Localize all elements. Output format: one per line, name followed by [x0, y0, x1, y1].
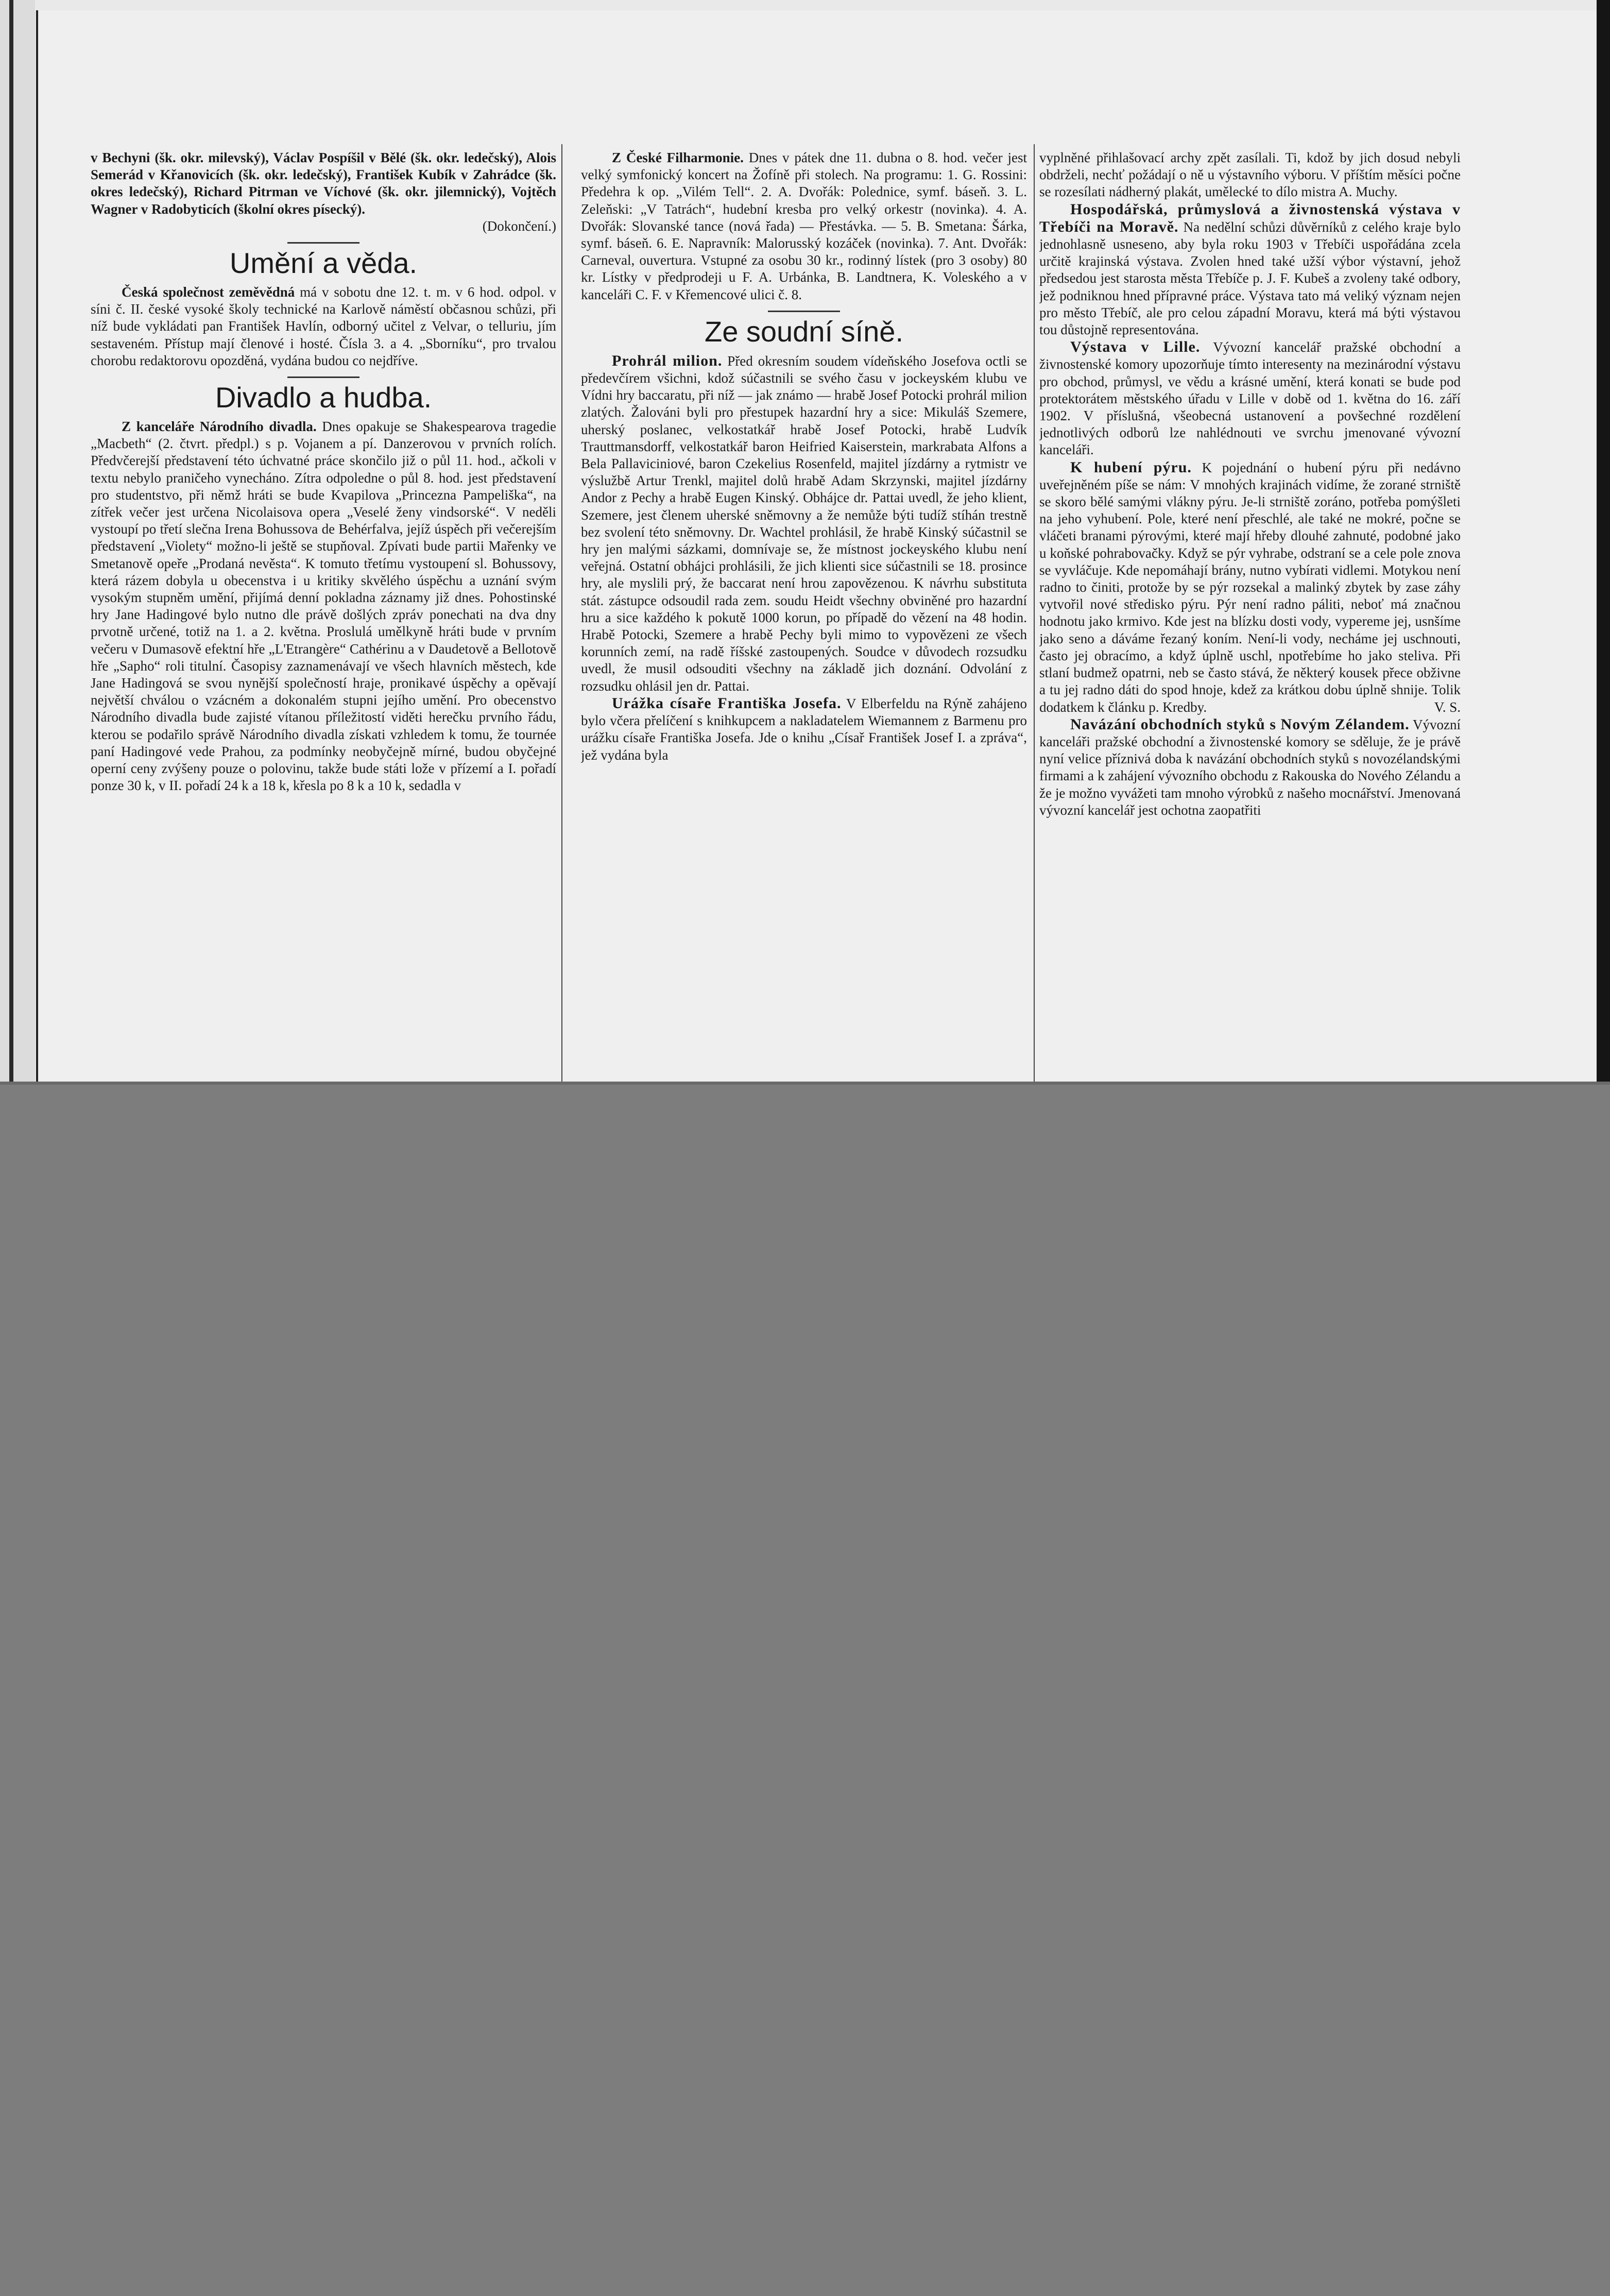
article-national-theatre [91, 418, 556, 794]
article-signature: V. S. [1434, 699, 1461, 715]
article-body: V Elberfeldu na Rýně zahájeno bylo včera přelíčení s knihkupcem a nakladatelem Wiemannem z Barmenu pro urážku císaře Františka Josefa. Jde o knihu „Císař František Josef I. a zpráva“, jež vydána byla [581, 695, 1027, 763]
right-page-edge [1597, 0, 1610, 1082]
article-lead: Navázání obchodních styků s Novým Zélandem. [1070, 715, 1410, 733]
article-lille-exhibition [1039, 338, 1461, 458]
article-lead: Z kanceláře Národního divadla. [122, 419, 317, 435]
column-3-intro [1039, 149, 1461, 201]
article-body: Vývozní kancelář pražské obchodní a živnostenské komory upozorňuje tímto interesenty na mezinárodní výstavu pro obchod, průmysl, ve vědu a krásné umění, která konati se bude pod protektorátem městského úřadu v Lille v době od 1. května do 16. září 1902. V příslušná, všeobecná ustanovení a povšechné rozdělení jednotlivých odborů lze nahlédnouti ve svrchu jmenované vývozní kanceláři. [1039, 339, 1461, 458]
article-body: Vývozní kanceláři pražské obchodní a živnostenské komory se sděluje, že je právě nyní velice příznivá doba k navázání obchodních styků s novozélandskými firmami a k zahájení vývozního obchodu z Rakouska do Nového Zélandu a že je možno vyvážeti tam mnoho výrobků z našeho mocnářství. Jmenovaná vývozní kancelář jest ochotna zaopatřiti [1039, 716, 1461, 818]
left-page-edge [9, 0, 13, 1082]
scanned-newspaper-page [0, 0, 1610, 1082]
continuation-note: (Dokončení.) [482, 218, 556, 234]
column-1-intro [91, 149, 556, 218]
column-2 [581, 149, 1027, 1082]
intro-end [91, 218, 556, 235]
section-rule [287, 242, 359, 244]
article-lead: Česká společnost zeměvědná [122, 284, 295, 300]
scan-cutoff-edge [0, 1082, 1610, 1085]
article-lead: Z České Filharmonie. [612, 150, 744, 165]
column-divider [1034, 144, 1035, 1082]
article-body: K pojednání o hubení pýru při nedávno uveřejněném píše se nám: V mnohých krajinách vidíme, že zorané strniště se skoro bělé samými vlákny pýru. Je-li strniště zoráno, potřeba pomýšleti na jeho vyhubení. Pole, které není přeschlé, ale také ne mokré, počne se vláčeti branami pýrovými, které mají hřeby dlouhé zahnuté, podobné jako u koňské pohrabovačky. Když se pýr vyhrabe, odstraní se a cele pole znova se vyvláčuje. Kde nepomáhají brány, nutno vybírati vidlemi. Motykou není radno to činiti, protože by se pýr rozsekal a malinký zbytek by zase záhy vytvořil nové středisko pýru. Pýr není radno páliti, neboť má značnou hodnotu jako krmivo. Kde jest na blízku dosti vody, vypereme jej, usnšíme jako seno a dáváme řezaný koním. Není-li vody, necháme jej uschnouti, často jej obracímo, a když úplně uschl, npotřebíme ho jako steliva. Při stlaní budmež opatrni, neb se často stává, že některý kousek přece obživne a tu jej radno dáti do spod hnoje, kdež za krátkou dobu úplně shnije. Tolik dodatkem k článku p. Kredby. [1039, 459, 1461, 715]
article-lead: Urážka císaře Františka Josefa. [612, 694, 842, 712]
article-new-zealand [1039, 716, 1461, 819]
article-body: Dnes v pátek dne 11. dubna o 8. hod. večer jest velký symfonický koncert na Žofíně při stolech. Na programu: 1. G. Rossini: Předehra k op. „Vilém Tell“. 2. A. Dvořák: Polednice, symf. báseň. 3. L. Zeleňski: „V Tatrách“, hudební kresba pro velký orkestr (novinka). 4. A. Dvořák: Slovanské tance (nová řada) — Přestávka. — 5. B. Smetana: Šárka, symf. báseň. 6. E. Napravník: Malorusský kozáček (novinka). 7. Ant. Dvořák: Carneval, ouvertura. Vstupné za osobu 30 kr., rodinný lístek (pro 3 osoby) 80 kr. Lístky v předprodeji u F. A. Urbánka, B. Landtnera, K. Voleského a v kanceláři C. F. v Křemencové ulici č. 8. [581, 150, 1027, 302]
article-lead: Výstava v Lille. [1070, 338, 1201, 356]
article-society [91, 284, 556, 369]
article-lead: Hospodářská, průmyslová a živnostenská výstava v Třebíči na Moravě. [1039, 200, 1461, 235]
article-lead: K hubení pýru. [1070, 458, 1192, 476]
article-insult-emperor [581, 695, 1027, 764]
intro-text: vyplněné přihlašovací archy zpět zasílali. Ti, kdož by jich dosud nebyli obdrželi, nechť požádají o ně u výstavního výboru. V příštím měsíci počne se rozesílati nádherný plakát, umělecké to dílo mistra A. Muchy. [1039, 150, 1461, 200]
column-1 [91, 149, 556, 1082]
article-body: Dnes opakuje se Shakespearova tragedie „Macbeth“ (2. čtvrt. předpl.) s p. Vojanem a pí. Danzerovou v prvních rolích. Předvčerejší představení této úchvatné práce skončilo již o půl 11. hod., ačkoli v textu nebylo praničeho vynecháno. Zítra odpoledne o půl 8. hod. jest představení pro studentstvo, při němž hráti se bude Kvapilova „Princezna Pampeliška“, na zítřek večer jest určena Nicolaisova opera „Veselé ženy vindsorské“. V neděli vystoupí po třetí slečna Irena Bohussova de Behérfalva, jejíž úspěch při večerejším představení „Violety“ možno-li ještě se stupňoval. Zpívati bude partii Mařenky ve Smetanově opeře „Prodaná nevěsta“. K tomuto třetímu vystoupení sl. Bohussovy, která rázem dobyla u obecenstva i u kritiky skvělého úspěchu a uznání svým vysokým stupněm umění, přijímá denní pokladna záznamy již dnes. Pohostinské hry Jane Hadingové bylo nutno dle právě došlých zpráv ponechati na dva dny prvotně určené, totiž na 1. a 2. května. Proslulá umělkyně hráti bude v prvním večeru v Dumasově efektní hře „L'Etrangère“ Cathérinu a v Daudetově a Bellotově hře „Sapho“ roli titulní. Časopisy zaznamenávají ve všech hlavních městech, kde Jane Hadingová se svou nynější společností hraje, pronikavé úspěchy a opěvají největší chválou o vzácném a dokonalém stupni jejího umění. Pro obecenstvo Národního divadla bude zajisté vítanou příležitostí viděti herečku prvního řádu, kterou se podařilo správě Národního divadla získati vzhledem k tomu, že tournée paní Hadingové vede Prahou, za podmínky neobyčejně mírné, budou obyčejné operní ceny zvýšeny pouze o polovinu, takže bude státi lože v přízemí a I. pořadí ponze 30 k, v II. pořadí 24 k a 18 k, křesla po 8 k a 10 k, sedadla v [91, 419, 556, 794]
article-body: Před okresním soudem vídeňského Josefova octli se předevčírem všichni, kdož súčastnili se svého času v jockeyském klubu ve Vídni hry baccaratu, při níž — jak známo — hrabě Josef Potocki prohrál milion zlatých. Žalováni byli pro přestupek hazardní hry a sice: Mikuláš Szemere, uherský poslanec, velkostatkář hrabě Josef Potocki, hrabě Ludvík Trauttmansdorff, velkostatkář baron Heifried Kaiserstein, markrabata Alfons a Bela Pallaviciniové, baron Czekelius Rosenfeld, majitel jízdárny a rytmistr ve výslužbě Artur Trenkl, majitel dolů hrabě Adam Skrzynski, majitel jízdárny Andor z Pechy a hrabě Eugen Kinský. Obhájce dr. Pattai uvedl, že jeho klient, Szemere, jest členem uherské sněmovny a že nemůže býti tudíž stíhán trestně bez svolení této sněmovny. Dr. Wachtel prohlásil, že hrabě Kinský súčastnil se hry jen malými sázkami, domnívaje se, že místnost jockeyského klubu není veřejná. Ostatní obhájci prohlásili, že jich klienti sice súčastnili se 18. prosince hry, ale myslili prý, že baccarat není hrou zapovězenou. K návrhu substituta stát. zástupce odsoudil rada zem. soudu Heidt všechny obviněné pro hazardní hru a sice každého k pokutě 1000 korun, po případě do vězení na 48 hodin. Hrabě Potocki, Szemere a hrabě Pechy byli mimo to vypovězeni ze všech korunních zemí, na radě říšské zastoupených. Soudce v důvodech rozsudku uvedl, že musil odsouditi všechny na základě jich doznání. Odvolání z rozsudku ohlásil jen dr. Pattai. [581, 353, 1027, 694]
article-lost-million [581, 352, 1027, 695]
section-title-art-science: Umění a věda. [229, 247, 418, 280]
article-body: Na nedělní schůzi důvěrníků z celého kraje bylo jednohlasně usneseno, aby byla roku 1903 v Třebíči uspořádána zcela určitě krajinská výstava. Zvolen hned také užší výbor výstavní, jehož předsedou jest starosta města Třebíče p. J. F. Kubeš a zvoleny také odbory, jež podniknou hned přípravné práce. Výstava tato má veliký význam nejen pro město Třebíč, ale pro celou západní Moravu, která má býti výstavou tou důstojně representována. [1039, 219, 1461, 338]
left-page-margin [0, 0, 35, 1082]
article-lead: Prohrál milion. [612, 352, 723, 369]
article-couch-grass [1039, 459, 1461, 716]
column-3 [1039, 149, 1461, 1082]
section-title-court: Ze soudní síně. [704, 315, 903, 348]
column-divider [561, 144, 562, 1082]
section-rule [768, 311, 840, 312]
section-title-theatre-music: Divadlo a hudba. [215, 381, 432, 414]
section-rule [287, 376, 359, 378]
intro-text: v Bechyni (šk. okr. milevský), Václav Pospíšil v Bělé (šk. okr. ledečský), Alois Semerád v Křanovicích (šk. okr. ledečský), František Kubík v Zahrádce (šk. okres ledečský), Richard Pitrman ve Víchové (šk. okr. jilemnický), Vojtěch Wagner v Radobyticích (školní okres písecký). [91, 150, 556, 217]
article-body: má v sobotu dne 12. t. m. v 6 hod. odpol. v síni č. II. české vysoké školy technické na Karlově náměstí občasnou schůzi, při níž bude vykládati pan František Havlín, odborný učitel z Velvar, o telluriu, jím sestaveném. Přístup mají členové i hosté. Čísla 3. a 4. „Sborníku“, pro trvalou chorobu redaktorovu opozděná, vydána budou co nejdříve. [91, 284, 556, 368]
article-trebic-exhibition [1039, 201, 1461, 339]
article-philharmonic [581, 149, 1027, 303]
